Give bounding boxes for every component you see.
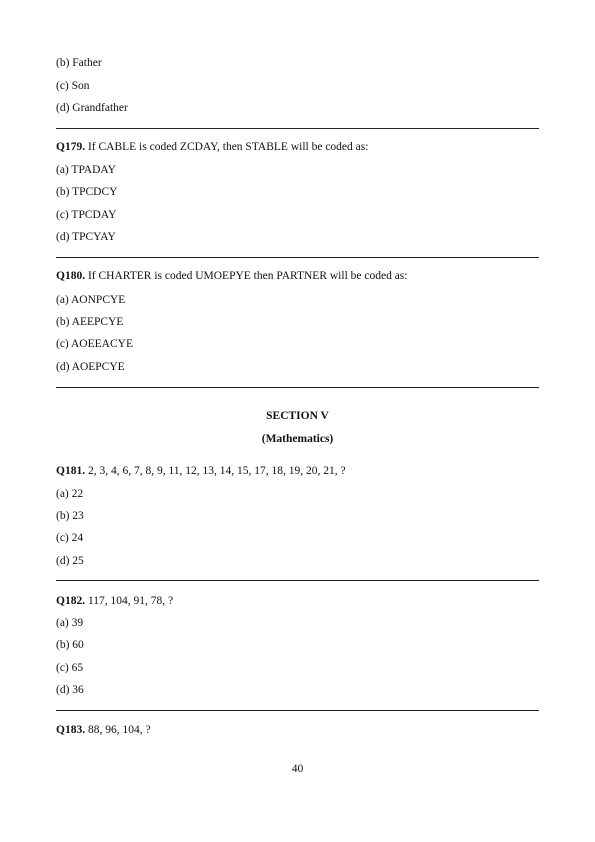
q179-option-c: (c) TPCDAY <box>56 209 117 221</box>
divider <box>56 580 539 581</box>
section-title: SECTION V <box>266 410 329 422</box>
q179-option-b: (b) TPCDCY <box>56 186 118 198</box>
prev-option-b: (b) Father <box>56 57 102 69</box>
q181-text: 2, 3, 4, 6, 7, 8, 9, 11, 12, 13, 14, 15, 17, 18, 19, 20, 21, ? <box>87 465 346 477</box>
q180-question <box>56 269 407 283</box>
section-subtitle: (Mathematics) <box>261 433 334 445</box>
prev-option-c: (c) Son <box>56 80 90 92</box>
q180-option-d: (d) AOEPCYE <box>56 361 125 373</box>
q182-question <box>56 594 173 608</box>
divider <box>56 387 539 388</box>
page-number: 40 <box>291 763 304 775</box>
divider <box>56 128 539 129</box>
divider <box>56 257 539 258</box>
q180-text: If CHARTER is coded UMOEPYE then PARTNER will be coded as: <box>87 270 408 282</box>
q180-number: Q180. <box>56 270 86 282</box>
q180-option-b: (b) AEEPCYE <box>56 316 124 328</box>
q181-number: Q181. <box>56 465 86 477</box>
q182-number: Q182. <box>56 595 86 607</box>
q183-question <box>56 723 151 737</box>
q182-option-c: (c) 65 <box>56 662 84 674</box>
q182-text: 117, 104, 91, 78, ? <box>87 595 174 607</box>
q180-option-a: (a) AONPCYE <box>56 294 126 306</box>
q183-number: Q183. <box>56 724 86 736</box>
q183-text: 88, 96, 104, ? <box>87 724 151 736</box>
q179-text: If CABLE is coded ZCDAY, then STABLE will be coded as: <box>87 141 369 153</box>
q179-question <box>56 140 368 154</box>
q179-number: Q179. <box>56 141 86 153</box>
q182-option-b: (b) 60 <box>56 639 84 651</box>
q179-option-a: (a) TPADAY <box>56 164 116 176</box>
q182-option-d: (d) 36 <box>56 684 84 696</box>
q180-option-c: (c) AOEEACYE <box>56 338 133 350</box>
q179-option-d: (d) TPCYAY <box>56 231 116 243</box>
divider <box>56 710 539 711</box>
q182-option-a: (a) 39 <box>56 617 84 629</box>
q181-option-d: (d) 25 <box>56 555 84 567</box>
q181-question <box>56 464 346 478</box>
q181-option-a: (a) 22 <box>56 488 84 500</box>
prev-option-d: (d) Grandfather <box>56 102 128 114</box>
q181-option-c: (c) 24 <box>56 532 84 544</box>
q181-option-b: (b) 23 <box>56 510 84 522</box>
